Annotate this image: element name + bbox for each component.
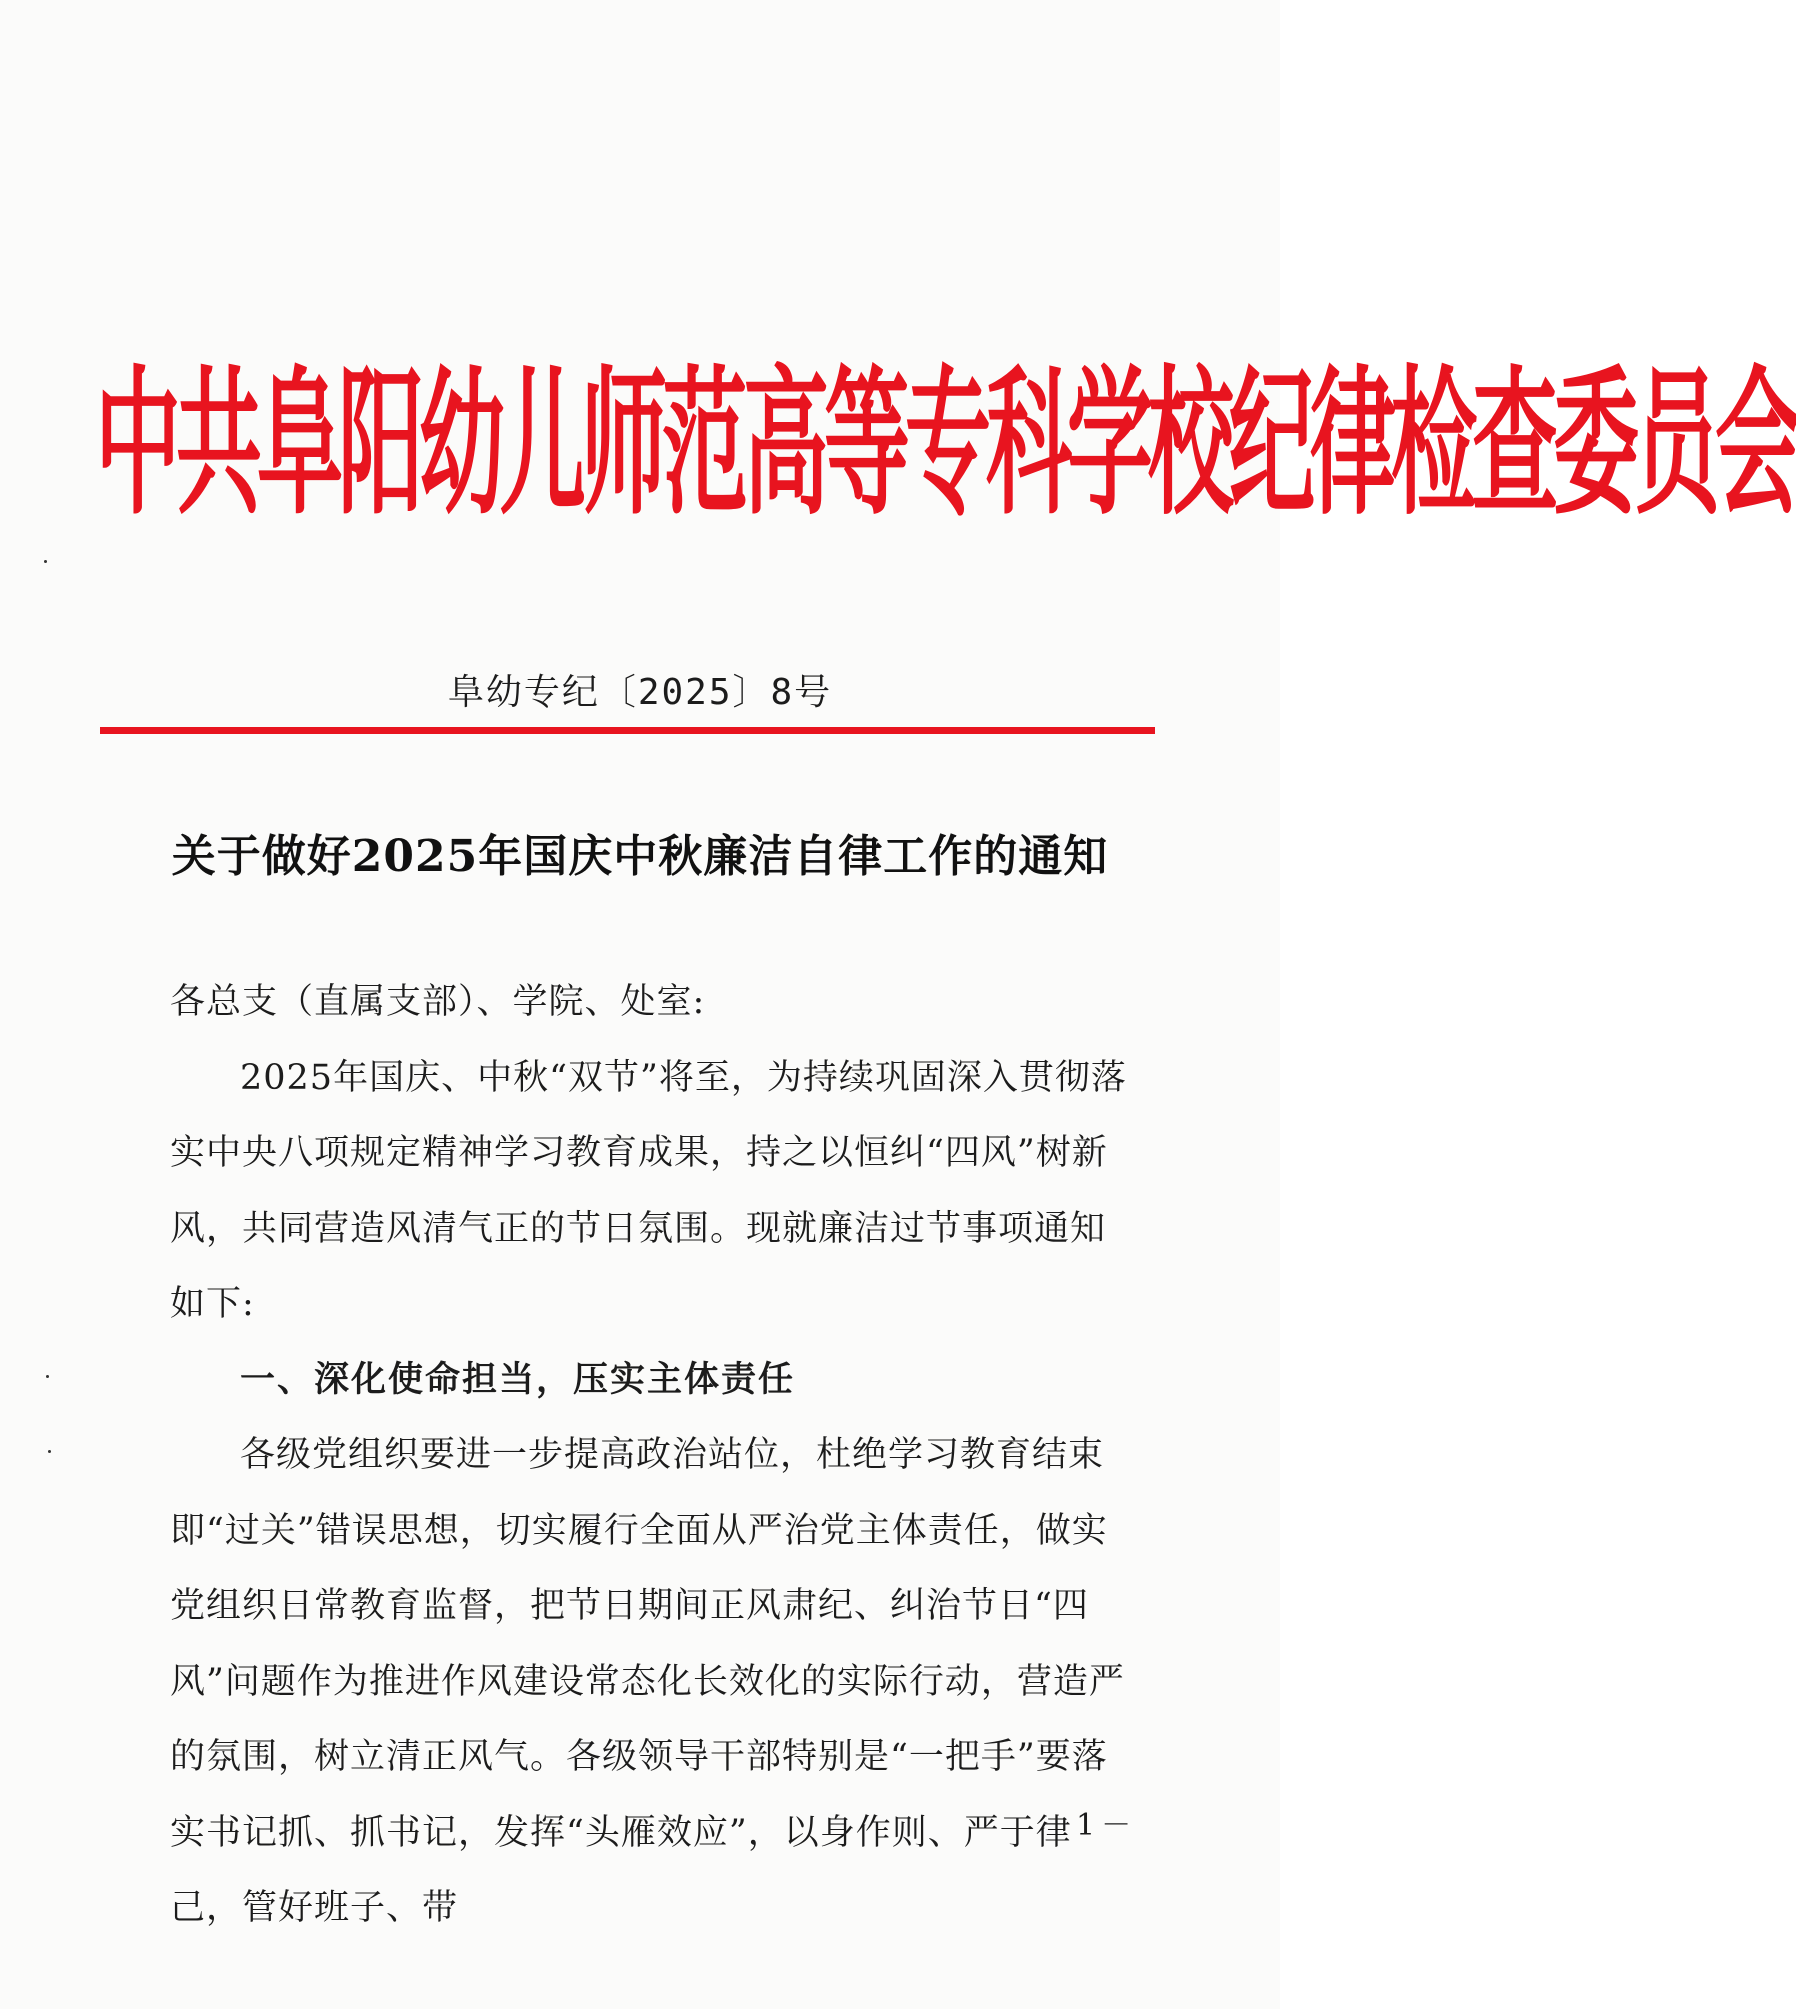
page-number: －1－ <box>1040 1808 1138 1843</box>
section-paragraph: 各级党组织要进一步提高政治站位，杜绝学习教育结束即“过关”错误思想，切实履行全面从严治党主体责任，做实党组织日常教育监督，把节日期间正风肃纪、纠治节日“四风”问题作为推进作风建设常态化长效化的实际行动，营造严的氛围，树立清正风气。各级领导干部特别是“一把手”要落实书记抓、抓书记，发挥“头雁效应”，以身作则、严于律己，管好班子、带 <box>170 1435 1125 1928</box>
red-divider-line <box>100 727 1155 734</box>
section-heading: 一、深化使命担当，压实主体责任 <box>240 1359 796 1400</box>
scan-speck <box>46 1375 49 1378</box>
intro-paragraph: 2025年国庆、中秋“双节”将至，为持续巩固深入贯彻落实中央八项规定精神学习教育成果，持之以恒纠“四风”树新风，共同营造风清气正的节日氛围。现就廉洁过节事项通知如下: <box>170 1057 1127 1324</box>
scan-speck <box>48 1450 51 1453</box>
document-body <box>170 965 1138 1947</box>
issuing-organization-header: 中共阜阳幼儿师范高等专科学校纪律检查委员会 <box>95 352 1796 538</box>
document-number: 阜幼专纪〔2025〕8号 <box>447 672 833 713</box>
salutation: 各总支（直属支部）、学院、处室: <box>170 982 706 1022</box>
document-title: 关于做好2025年国庆中秋廉洁自律工作的通知 <box>171 831 1109 882</box>
scan-speck <box>44 560 47 563</box>
